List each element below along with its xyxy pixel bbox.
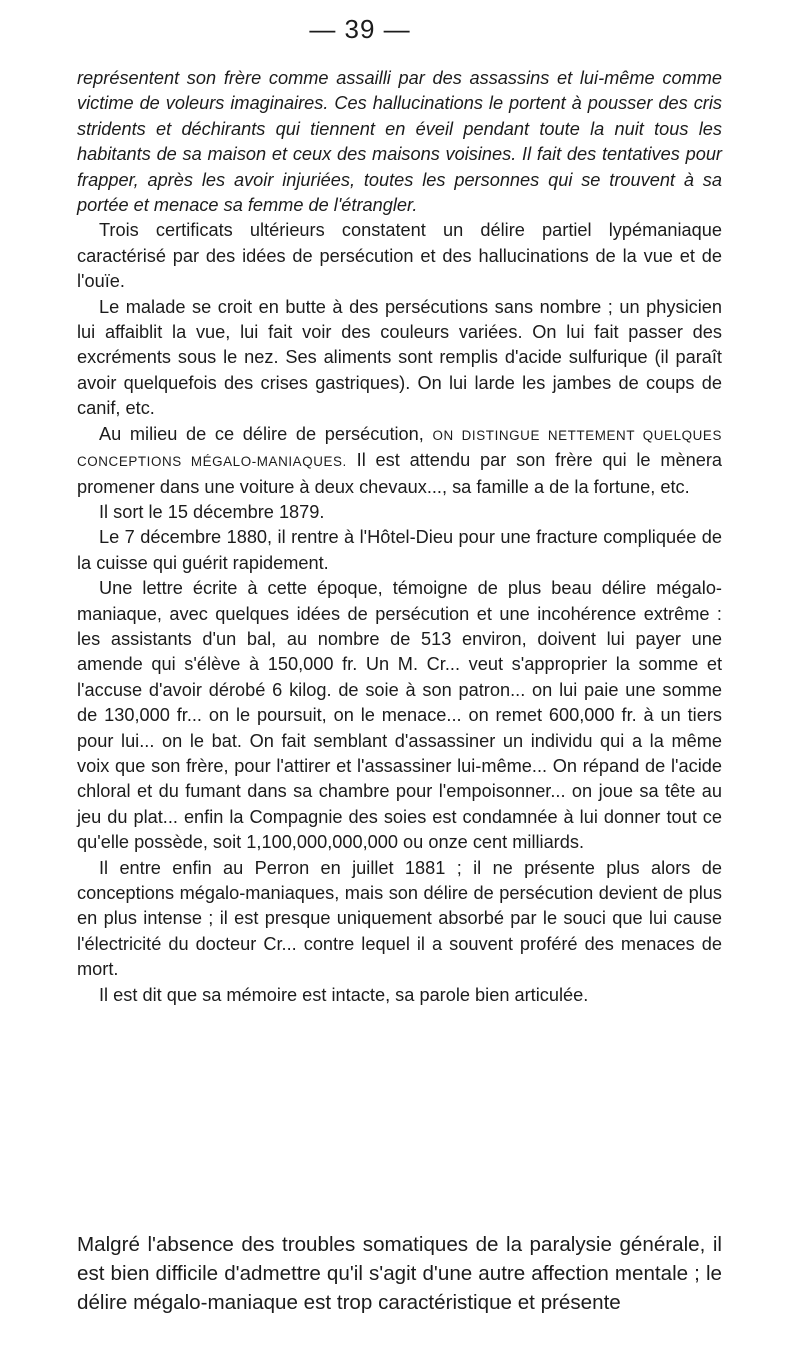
conclusion-text xyxy=(77,1230,722,1317)
page-number: — 39 — xyxy=(309,14,411,44)
paragraph-hallucinations: représentent son frère comme assailli par des assassins et lui-même comme victime de voleurs imaginaires. Ces hallucinations le portent à pousser des cris stridents et déchirants qui tiennent en éveil pendant toute la nuit tous les habitants de sa maison et ceux des maisons voisines. Il fait des tentatives pour frapper, après les avoir injuriées, toutes les personnes qui se trouvent à sa portée et menace sa femme de l'étrangler. xyxy=(77,68,722,216)
paragraph-certificates: Trois certificats ultérieurs constatent un délire partiel lypémaniaque caractérisé par des idées de persécution et des hallucinations de la vue et de l'ouïe. xyxy=(77,220,722,292)
paragraph-discharge: Il sort le 15 décembre 1879. xyxy=(99,501,325,522)
paragraph-conclusion: Malgré l'absence des troubles somatiques de la paralysie générale, il est bien difficile d'admettre qu'il s'agit d'une autre affection mentale ; le délire mégalo-maniaque est trop caractéristique et présente xyxy=(77,1233,722,1314)
megalomania-emphasis: ON DISTINGUE NETTEMENT QUELQUES CONCEPTIONS MÉGALO-MANIAQUES. xyxy=(77,427,722,470)
paragraph-memory: Il est dit que sa mémoire est intacte, sa parole bien articulée. xyxy=(99,984,589,1005)
paragraph-letter: Une lettre écrite à cette époque, témoigne de plus beau délire mégalo-maniaque, avec quelques idées de persécution et une incohérence extrême : les assistants d'un bal, au nombre de 513 environ, doivent lui payer une amende qui s'élève à 150,000 fr. Un M. Cr... veut s'approprier la somme et l'accuse d'avoir dérobé 6 kilog. de soie à son patron... on lui paie une somme de 130,000 fr... on le poursuit, on le menace... on remet 600,000 fr. à un tiers pour lui... on le bat. On fait semblant d'assassiner un individu qui a la même voix que son frère, pour l'attirer et l'assassiner lui-même... On répand de l'acide chloral et du fumant dans sa chambre pour l'empoisonner... on joue sa tête au jeu du plat... enfin la Compagnie des soies est condamnée à lui donner tout ce qu'elle possède, soit 1,100,000,000,000 ou onze cent milliards. xyxy=(77,578,722,853)
paragraph-megalomania xyxy=(77,422,722,500)
paragraph-perron: Il entre enfin au Perron en juillet 1881 ; il ne présente plus alors de conceptions mégalo-maniaques, mais son délire de persécution devient de plus en plus intense ; il est presque uniquement absorbé par le souci que lui cause l'électricité du docteur Cr... contre lequel il a souvent proféré des menaces de mort. xyxy=(77,857,722,980)
paragraph-persecutions: Le malade se croit en butte à des persécutions sans nombre ; un physicien lui affaiblit la vue, lui fait voir des couleurs variées. On lui fait passer des excréments sous le nez. Ses aliments sont remplis d'acide sulfurique (il paraît avoir quelquefois des crises gastriques). On lui larde les jambes de coups de canif, etc. xyxy=(77,296,722,419)
paragraph-readmission: Le 7 décembre 1880, il rentre à l'Hôtel-Dieu pour une fracture compliquée de la cuisse qui guérit rapidement. xyxy=(77,527,722,573)
megalomania-lead: Au milieu de ce délire de persécution, xyxy=(99,423,433,444)
body-text xyxy=(77,66,722,1008)
megalomania-tail: Il est attendu par son frère qui le mènera promener dans une voiture à deux chevaux..., sa famille a de la fortune, etc. xyxy=(77,450,722,497)
